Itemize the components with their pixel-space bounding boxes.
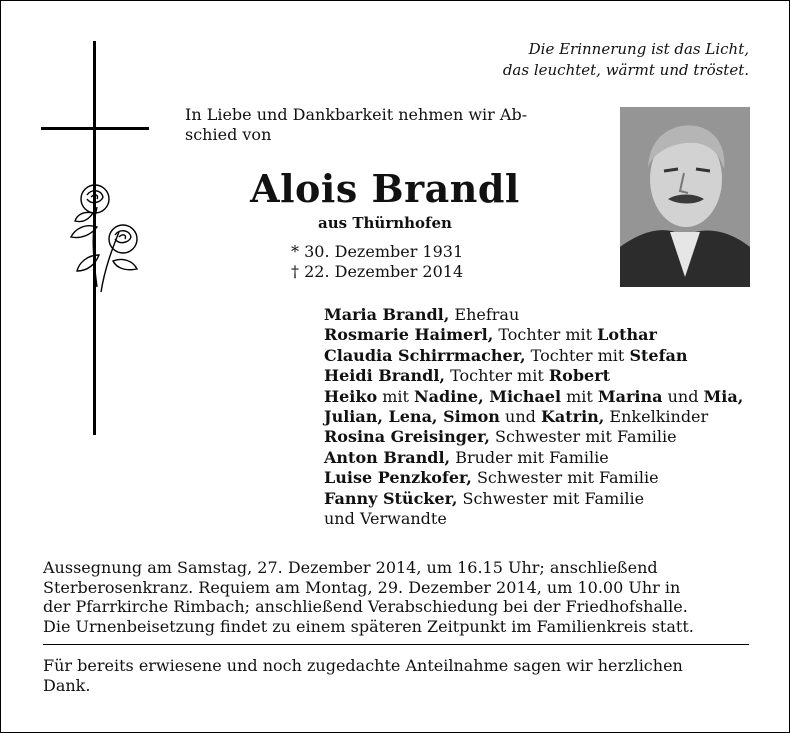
mourner-line: [324, 509, 743, 529]
cross-icon-horizontal: [41, 127, 149, 130]
mourners-list: [324, 305, 743, 529]
mourner-name: Rosina Greisinger,: [324, 427, 490, 447]
mourner-relation: und: [499, 407, 541, 427]
mourner-relation: Tochter mit: [525, 345, 630, 365]
mourner-name: Robert: [548, 366, 611, 386]
mourner-line: [324, 346, 743, 366]
portrait-photo: [620, 107, 750, 287]
ceremony-line-1: Aussegnung am Samstag, 27. Dezember 2014, um 16.15 Uhr; anschließend: [43, 558, 658, 577]
death-date: † 22. Dezember 2014: [291, 262, 464, 281]
divider: [43, 644, 749, 645]
mourner-relation: Ehefrau: [449, 305, 520, 324]
ceremony-details: [43, 558, 749, 636]
mourner-name: Katrin,: [540, 407, 605, 427]
mourner-relation: mit: [377, 386, 415, 406]
mourner-name: Julian, Lena, Simon: [324, 407, 500, 427]
mourner-name: Heiko: [324, 386, 378, 406]
ceremony-line-3: der Pfarrkirche Rimbach; anschließend Verabschiedung bei der Friedhofshalle.: [43, 597, 688, 616]
mourner-relation: Tochter mit: [445, 366, 549, 386]
mourner-name: Luise Penzkofer,: [324, 468, 472, 488]
quote-line-1: Die Erinnerung ist das Licht,: [528, 40, 749, 58]
thanks-text: [43, 656, 749, 695]
quote-line-2: das leuchtet, wärmt und tröstet.: [502, 61, 749, 79]
ceremony-line-2: Sterberosenkranz. Requiem am Montag, 29. Dezember 2014, um 10.00 Uhr in: [43, 577, 681, 597]
mourner-name: Lothar: [597, 325, 657, 345]
mourner-line: [324, 489, 743, 509]
intro-text: [185, 105, 585, 145]
mourner-name: Anton Brandl,: [324, 447, 451, 467]
mourner-name: Rosmarie Haimerl,: [324, 325, 494, 345]
mourner-relation: und Verwandte: [324, 509, 447, 529]
thanks-line-2: Dank.: [43, 675, 91, 695]
mourner-name: Marina: [597, 386, 663, 406]
mourner-line: [324, 305, 743, 325]
mourner-line: [324, 387, 743, 407]
roses-icon: [57, 177, 145, 297]
mourner-name: Maria Brandl,: [324, 305, 450, 324]
mourner-relation: Enkelkinder: [604, 407, 709, 427]
mourner-name: Fanny Stücker,: [324, 488, 458, 508]
mourner-name: Claudia Schirrmacher,: [324, 345, 526, 365]
intro-line-1: In Liebe und Dankbarkeit nehmen wir Ab-: [185, 105, 528, 124]
memorial-quote: [503, 39, 749, 81]
intro-line-2: schied von: [185, 125, 272, 144]
deceased-name: Alois Brandl: [250, 166, 520, 211]
mourner-relation: Schwester mit Familie: [471, 468, 659, 488]
mourner-relation: und: [662, 386, 704, 406]
mourner-relation: Schwester mit Familie: [457, 488, 645, 508]
mourner-relation: Tochter mit: [493, 325, 598, 345]
mourner-line: [324, 468, 743, 488]
mourner-line: [324, 407, 743, 427]
mourner-line: [324, 366, 743, 386]
mourner-relation: Schwester mit Familie: [489, 427, 677, 447]
mourner-name: Heidi Brandl,: [324, 366, 445, 386]
ceremony-line-4: Die Urnenbeisetzung findet zu einem späteren Zeitpunkt im Familienkreis statt.: [43, 616, 694, 636]
mourner-line: [324, 325, 743, 345]
mourner-line: [324, 427, 743, 447]
mourner-line: [324, 448, 743, 468]
mourner-relation: mit: [561, 386, 598, 406]
life-dates: [291, 242, 463, 282]
thanks-line-1: Für bereits erwiesene und noch zugedachte Anteilnahme sagen wir herzlichen: [43, 656, 683, 675]
mourner-name: Stefan: [629, 345, 688, 365]
mourner-relation: Bruder mit Familie: [450, 447, 609, 467]
mourner-name: Mia,: [703, 386, 744, 406]
portrait-icon: [620, 107, 750, 287]
deceased-origin: aus Thürnhofen: [318, 214, 452, 232]
birth-date: * 30. Dezember 1931: [291, 242, 464, 261]
mourner-name: Nadine, Michael: [414, 386, 562, 406]
